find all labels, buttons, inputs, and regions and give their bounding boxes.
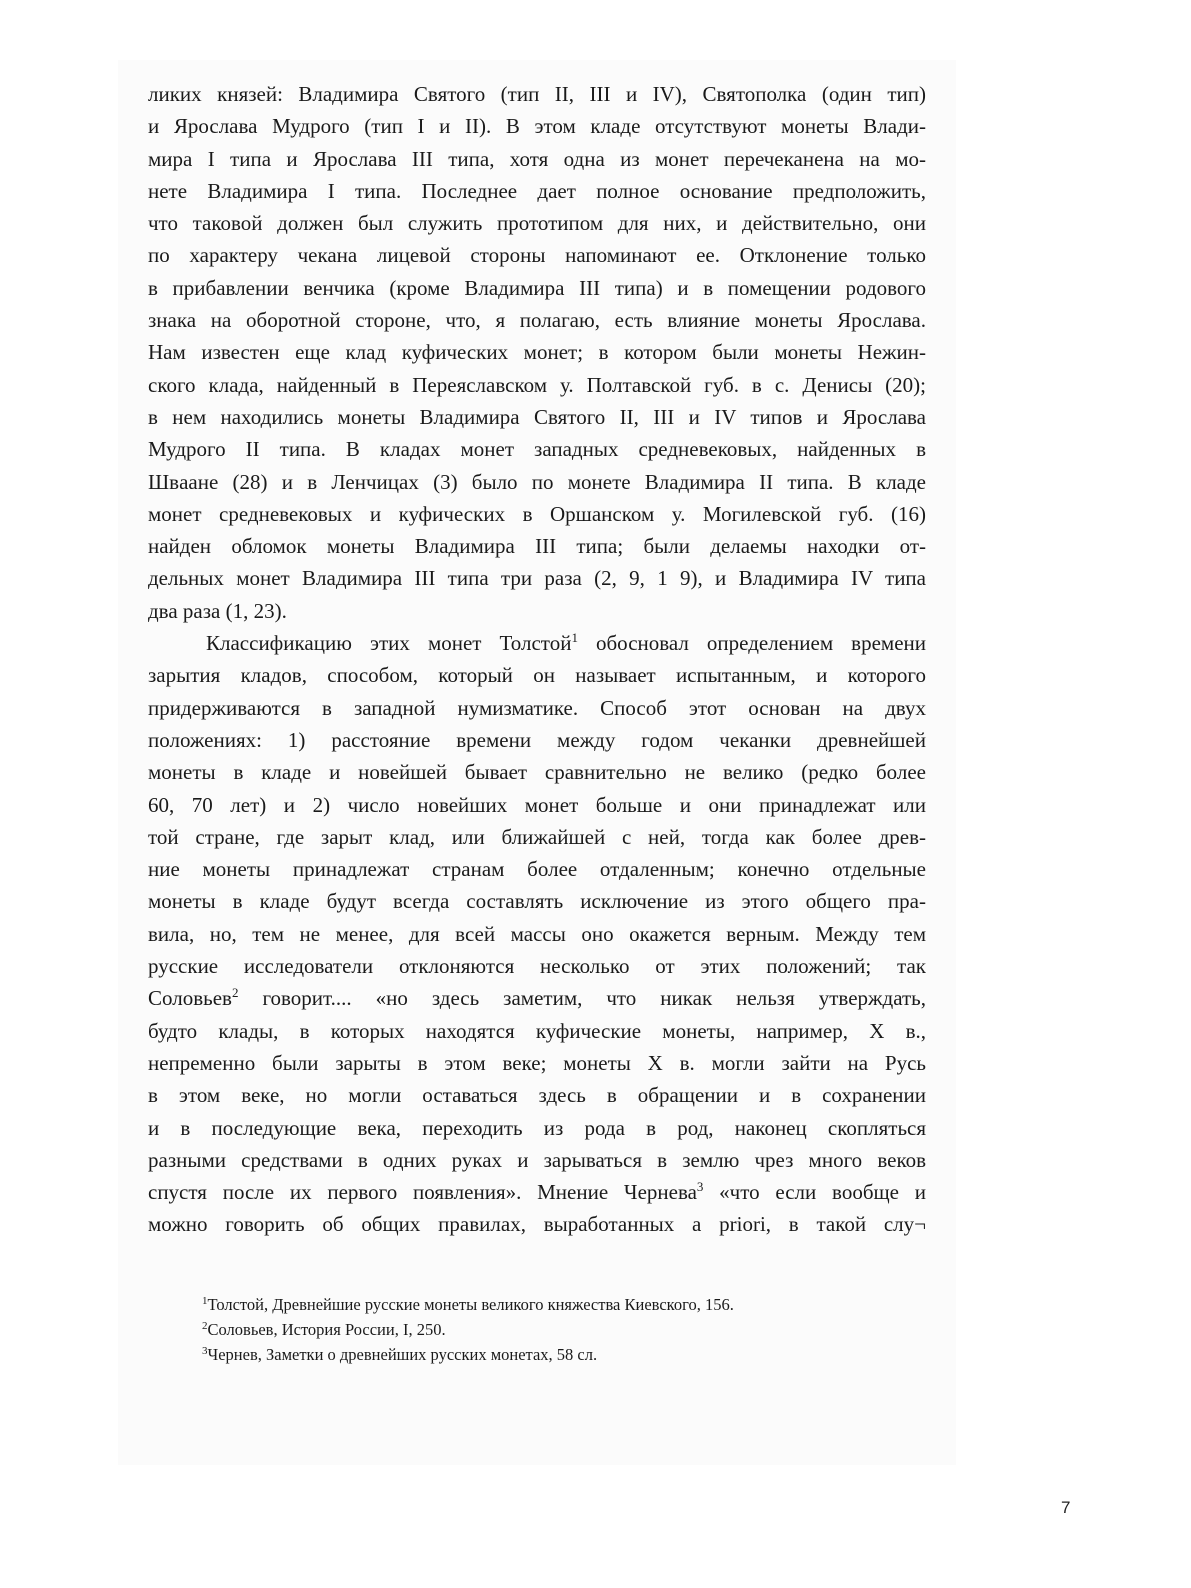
footnote [202, 1292, 922, 1317]
text-line: 60, 70 лет) и 2) число новейших монет больше и они принадлежат или [148, 792, 926, 817]
footnote-text: Чернев, Заметки о древнейших русских монетах, 58 сл. [207, 1345, 598, 1364]
text-line: положениях: 1) расстояние времени между годом чеканки древнейшей [148, 727, 926, 752]
page-number: 7 [1061, 1498, 1071, 1517]
line-segment: «что если вообще и [703, 1180, 926, 1205]
line-segment: говорит.... «но здесь заметим, что никак нельзя утверждать, [238, 986, 926, 1011]
footnote-number: 3 [202, 1345, 208, 1357]
text-line: ликих князей: Владимира Святого (тип II, III и IV), Святополка (один тип) [148, 82, 926, 106]
line-segment: спустя после их первого появления». Мнение Чернева [148, 1180, 697, 1205]
text-line: монеты в кладе будут всегда составлять исключение из этого общего пра- [148, 889, 926, 914]
text-line: будто клады, в которых находятся куфические монеты, например, X в., [148, 1018, 926, 1043]
text-line: непременно были зарыты в этом веке; монеты X в. могли зайти на Русь [148, 1050, 926, 1075]
text-line: можно говорить об общих правилах, выработанных a priori, в такой слу¬ [148, 1212, 926, 1237]
text-line: монеты в кладе и новейшей бывает сравнительно не велико (редко более [148, 760, 926, 785]
text-line: зарытия кладов, способом, который он называет испытанным, и которого [148, 663, 926, 688]
footnote-text: Толстой, Древнейшие русские монеты великого княжества Киевского, 156. [207, 1295, 734, 1314]
text-line-with-ref [148, 982, 926, 1014]
text-line: Швaане (28) и в Ленчицах (3) было по монете Владимира II типа. В кладе [148, 469, 926, 494]
text-line: разными средствами в одних руках и зарываться в землю чрез много веков [148, 1147, 926, 1172]
text-line: в прибавлении венчика (кроме Владимира III типа) и в помещении родового [148, 275, 926, 300]
line-segment: обосновал определением времени [577, 631, 926, 656]
text-line: той стране, где зарыт клад, или ближайшей с ней, тогда как более древ- [148, 824, 926, 849]
text-line: Нам известен еще клад куфических монет; в котором были монеты Нежин- [148, 340, 926, 365]
footnote [202, 1317, 922, 1342]
line-segment: Классификацию этих монет Толстой [206, 631, 572, 656]
text-line: русские исследователи отклоняются несколько от этих положений; так [148, 954, 926, 979]
footnote-text: Соловьев, История России, I, 250. [207, 1320, 446, 1339]
text-line: найден обломок монеты Владимира III типа; были делаемы находки от- [148, 534, 926, 559]
footnote-number: 2 [202, 1320, 208, 1332]
text-line: и в последующие века, переходить из рода в род, наконец скопляться [148, 1115, 926, 1140]
text-line: нете Владимира I типа. Последнее дает полное основание предположить, [148, 178, 926, 203]
line-segment: Соловьев [148, 986, 232, 1011]
text-line: что таковой должен был служить прототипом для них, и действительно, они [148, 211, 926, 236]
text-line: и Ярослава Мудрого (тип I и II). В этом кладе отсутствуют монеты Влади- [148, 114, 926, 139]
text-line: Мудрого II типа. В кладах монет западных средневековых, найденных в [148, 437, 926, 462]
text-line: два раза (1, 23). [148, 598, 287, 623]
paragraph-start-line [148, 627, 926, 659]
footnote-ref: 3 [696, 1179, 704, 1195]
main-text [148, 78, 926, 1241]
footnote [202, 1342, 922, 1367]
text-line: ского клада, найденный в Переяславском у. Полтавской губ. в с. Денисы (20); [148, 372, 926, 397]
text-line: ние монеты принадлежат странам более отдаленным; конечно отдельные [148, 857, 926, 882]
footnote-number: 1 [202, 1295, 208, 1307]
text-line: придерживаются в западной нумизматике. Способ этот основан на двух [148, 695, 926, 720]
footnotes [202, 1292, 922, 1367]
text-line: в нем находились монеты Владимира Святого II, III и IV типов и Ярослава [148, 404, 926, 429]
footnote-ref: 2 [231, 985, 239, 1001]
footnote-ref: 1 [571, 630, 578, 646]
text-line: знака на оборотной стороне, что, я полагаю, есть влияние монеты Ярослава. [148, 308, 926, 333]
text-line: мира I типа и Ярослава III типа, хотя одна из монет перечеканена на мо- [148, 146, 926, 171]
text-line-with-ref [148, 1176, 926, 1208]
text-line: монет средневековых и куфических в Оршанском у. Могилевской губ. (16) [148, 501, 926, 526]
text-line: дельных монет Владимира III типа три раза (2, 9, 1 9), и Владимира IV типа [148, 566, 926, 591]
text-line: вила, но, тем не менее, для всей массы оно окажется верным. Между тем [148, 921, 926, 946]
text-line: по характеру чекана лицевой стороны напоминают ее. Отклонение только [148, 243, 926, 268]
text-line: в этом веке, но могли оставаться здесь в обращении и в сохранении [148, 1083, 926, 1108]
